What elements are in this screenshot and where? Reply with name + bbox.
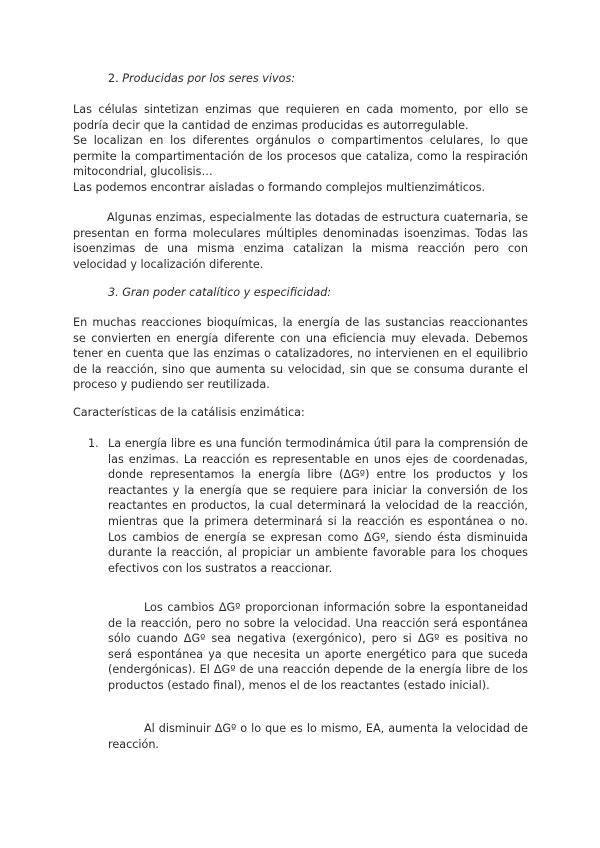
paragraph-isolated-complexes: Las podemos encontrar aisladas o formando complejos multienzimáticos. (73, 181, 486, 194)
characteristics-title: Características de la catálisis enzimática: (73, 406, 305, 419)
section-2-number: 2. (108, 72, 119, 85)
section-2-title: Producidas por los seres vivos: (122, 72, 296, 85)
section-2-heading (108, 71, 295, 87)
section-3-title: Gran poder catalítico y especificidad: (122, 286, 332, 299)
paragraph-catalytic-power: En muchas reacciones bioquímicas, la energía de las sustancias reaccionantes se convierten en energía diferente con una eficiencia muy elevada. Debemos tener en cuenta que las enzimas o catalizadores, no intervienen en el equilibrio de la reacción, sino que aumenta su velocidad, sin que se consuma durante el proceso y pudiendo ser reutilizada. (73, 316, 528, 392)
paragraph-cells-synthesize: Las células sintetizan enzimas que requieren en cada momento, por ello se podría decir que la cantidad de enzimas producidas es autorregulable. (73, 103, 528, 132)
paragraph-localization: Se localizan en los diferentes orgánulos o compartimentos celulares, lo que permite la compartimentación de los procesos que cataliza, como la respiración mitocondrial, glucolisis… (73, 134, 528, 179)
section-3-heading (108, 285, 331, 301)
list-item-1-text: La energía libre es una función termodinámica útil para la comprensión de las enzimas. La reacción es representable en unos ejes de coordenadas, donde representamos la energía libre (ΔGº) entre los productos y los reactantes y la energía que se requiere para iniciar la conversión de los reactantes en productos, la cual determinará la velocidad de la reacción, mientras que la primera determinará si la reacción es espontánea o no. Los cambios de energía se expresan como ΔGº, siendo ésta disminuida durante la reacción, al propiciar un ambiente favorable para los choques efectivos con los sustratos a reaccionar. (108, 437, 528, 575)
list-item-1-paragraph-2: Los cambios ΔGº proporcionan información sobre la espontaneidad de la reacción, pero no sobre la velocidad. Una reacción será espontánea sólo cuando ΔGº sea negativa (exergónico), pero si ΔGº es positiva no será espontánea ya que necesita un aporte energético para que suceda (endergónicas). El ΔGº de una reacción depende de la energía libre de los productos (estado final), menos el de los reactantes (estado inicial). (108, 601, 528, 692)
list-item-1-paragraph-3: Al disminuir ΔGº o lo que es lo mismo, EA, aumenta la velocidad de reacción. (108, 722, 528, 751)
paragraph-isoenzymes: Algunas enzimas, especialmente las dotadas de estructura cuaternaria, se presentan en forma moleculares múltiples denominadas isoenzimas. Todas las isoenzimas de una misma enzima catalizan la misma reacción pero con velocidad y localización diferente. (73, 211, 528, 271)
section-3-number: 3. (108, 286, 119, 299)
list-item-1-number: 1. (88, 437, 99, 450)
